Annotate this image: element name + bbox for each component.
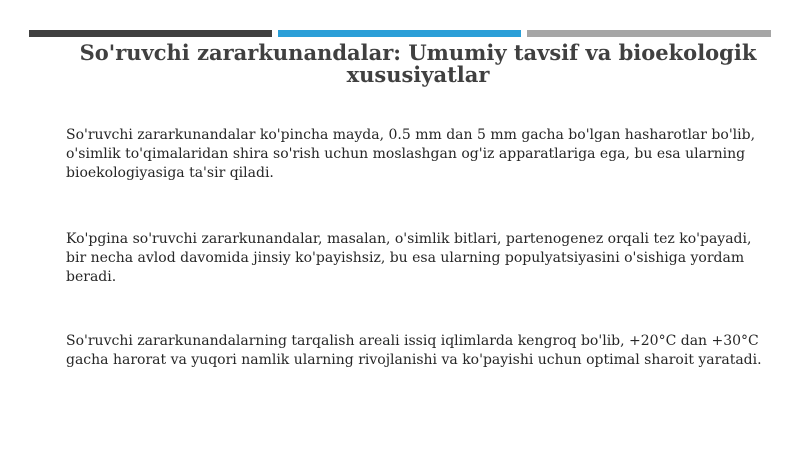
slide-title: So'ruvchi zararkunandalar: Umumiy tavsif va bioekologik xususiyatlar bbox=[79, 40, 757, 87]
header-accent-bar-left bbox=[29, 30, 272, 37]
paragraph-1: So'ruvchi zararkunandalar ko'pincha mayda, 0.5 mm dan 5 mm gacha bo'lgan hasharotlar bo'lib, o'simlik to'qimalaridan shira so'rish uchun moslashgan og'iz apparatlariga ega, bu esa ularning bioekologiyasiga ta'sir qiladi. bbox=[66, 127, 756, 181]
header-accent-bar-right bbox=[527, 30, 771, 37]
paragraph-3: So'ruvchi zararkunandalarning tarqalish areali issiq iqlimlarda kengroq bo'lib, +20°C dan +30°C gacha harorat va yuqori namlik ularning rivojlanishi va ko'payishi uchun optimal sharoit yaratadi. bbox=[66, 333, 762, 368]
header-accent-bar-middle bbox=[278, 30, 521, 37]
paragraph-2: Ko'pgina so'ruvchi zararkunandalar, masalan, o'simlik bitlari, partenogenez orqali tez ko'payadi, bir necha avlod davomida jinsiy ko'payishsiz, bu esa ularning populyatsiyasini o'sishiga yordam beradi. bbox=[66, 231, 752, 285]
